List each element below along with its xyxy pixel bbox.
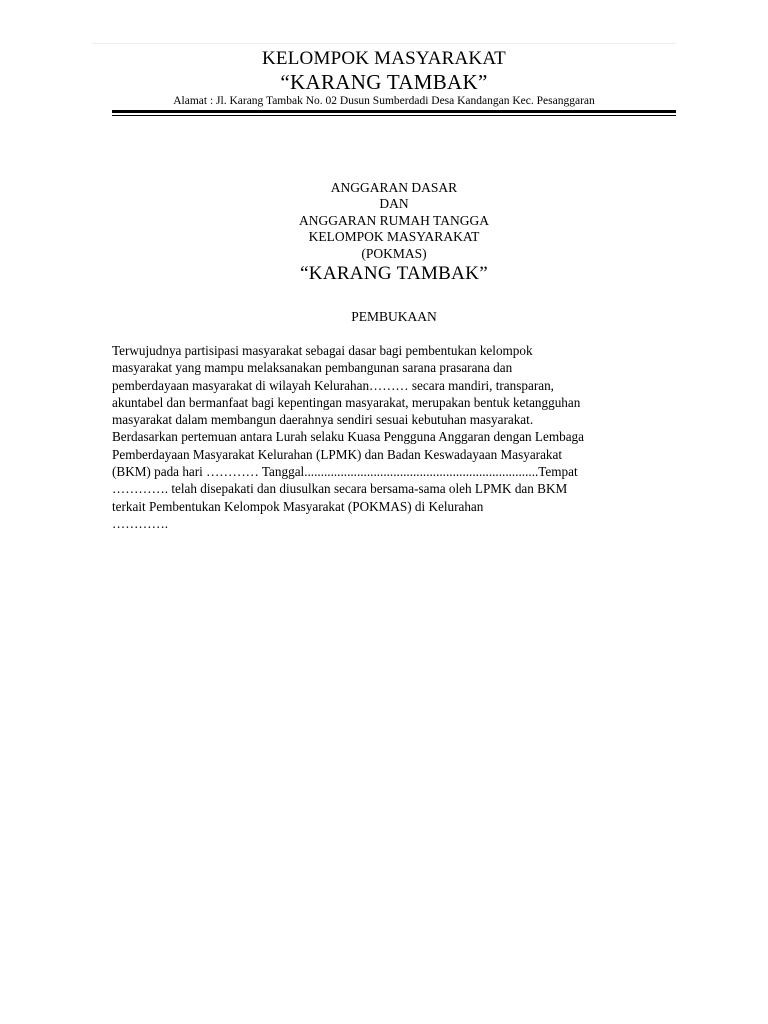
org-quote-name: “KARANG TAMBAK”: [280, 70, 488, 94]
title-quote-name: “KARANG TAMBAK”: [300, 263, 488, 285]
header-rule-thick: [112, 110, 676, 113]
title-line-kelompok-masyarakat: KELOMPOK MASYARAKAT: [308, 229, 480, 245]
title-line-pokmas: (POKMAS): [361, 245, 427, 261]
org-name: KELOMPOK MASYARAKAT: [262, 48, 506, 69]
title-line-anggaran-rumah-tangga: ANGGARAN RUMAH TANGGA: [299, 212, 489, 228]
section-heading-pembukaan: PEMBUKAAN: [351, 309, 437, 324]
opening-paragraph: [112, 342, 674, 532]
paragraph-line: terkait Pembentukan Kelompok Masyarakat (POKMAS) di Kelurahan: [112, 498, 484, 514]
paragraph-line: Pemberdayaan Masyarakat Kelurahan (LPMK) dan Badan Keswadayaan Masyarakat: [112, 446, 563, 462]
title-line-dan: DAN: [379, 196, 409, 212]
paragraph-line: …………. telah disepakati dan diusulkan secara bersama-sama oleh LPMK dan BKM: [112, 481, 568, 497]
paragraph-line: (BKM) pada hari ………… Tanggal.......................................................................Tempat: [112, 464, 578, 480]
paragraph-line: masyarakat yang mampu melaksanakan pembangunan sarana prasarana dan: [112, 360, 513, 376]
title-line-anggaran-dasar: ANGGARAN DASAR: [330, 180, 458, 195]
top-faint-rule: [92, 43, 676, 44]
paragraph-line: masyarakat dalam membangun daerahnya sendiri sesuai kebutuhan masyarakat.: [112, 412, 534, 428]
document-title-block: [112, 180, 676, 285]
letterhead-address: Alamat : Jl. Karang Tambak No. 02 Dusun Sumberdadi Desa Kandangan Kec. Pesanggaran: [173, 95, 595, 107]
paragraph-line: Terwujudnya partisipasi masyarakat sebagai dasar bagi pembentukan kelompok: [112, 343, 533, 358]
letterhead: [92, 48, 676, 94]
paragraph-line: ………….: [112, 515, 169, 531]
paragraph-line: Berdasarkan pertemuan antara Lurah selaku Kuasa Pengguna Anggaran dengan Lembaga: [112, 429, 584, 445]
header-rule-thin: [112, 115, 676, 116]
paragraph-line: pemberdayaan masyarakat di wilayah Kelurahan……… secara mandiri, transparan,: [112, 377, 554, 393]
paragraph-line: akuntabel dan bermanfaat bagi kepentingan masyarakat, merupakan bentuk ketangguhan: [112, 394, 581, 410]
